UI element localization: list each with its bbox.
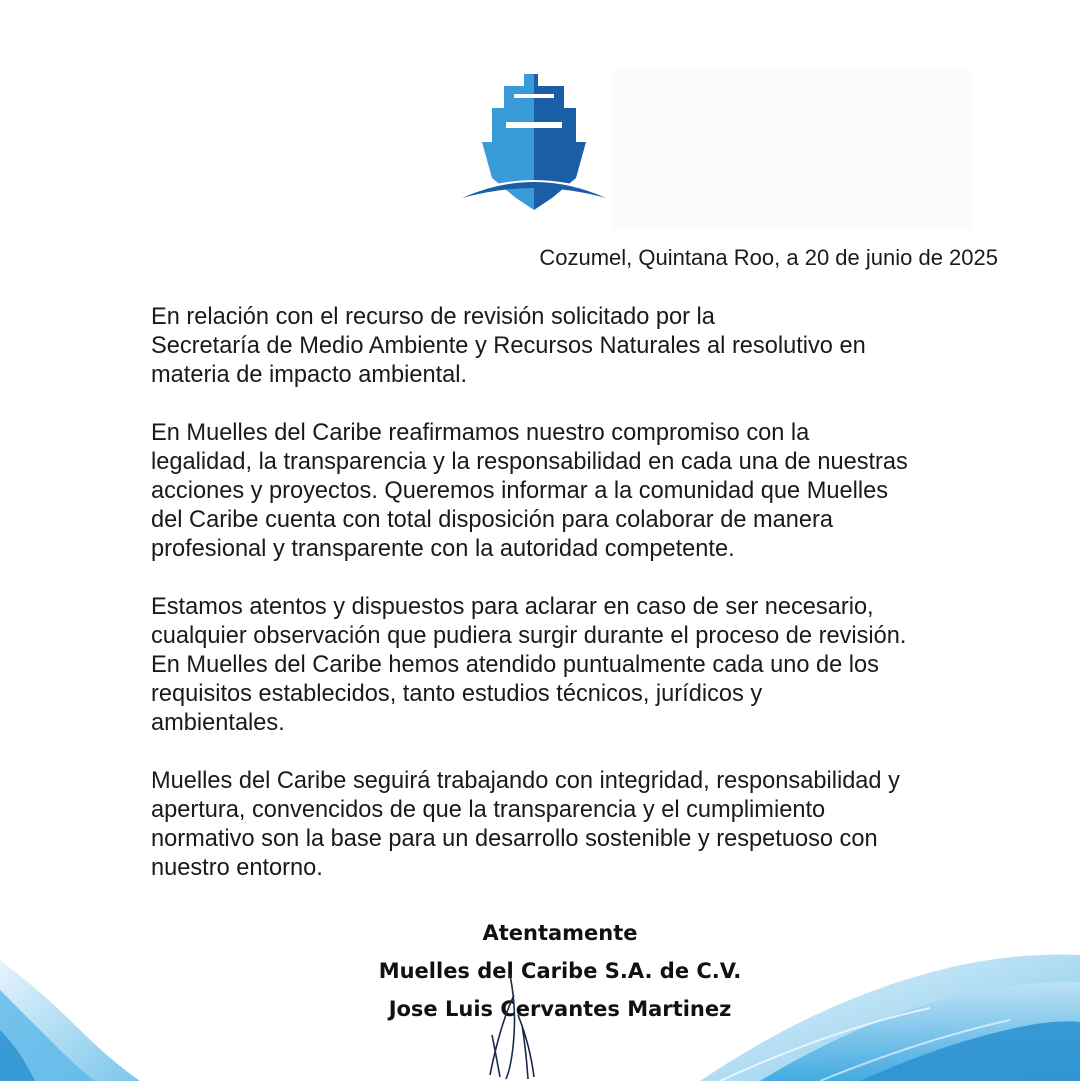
text-line: normativo son la base para un desarrollo sostenible y respetuoso con <box>151 826 878 852</box>
background-panel <box>612 70 972 230</box>
paragraph-1 <box>151 303 1011 390</box>
text-line: ambientales. <box>151 710 285 736</box>
text-line: En relación con el recurso de revisión solicitado por la <box>151 304 715 330</box>
text-line: legalidad, la transparencia y la responsabilidad en cada una de nuestras <box>151 449 908 475</box>
text-line: acciones y proyectos. Queremos informar a la comunidad que Muelles <box>151 478 889 504</box>
paragraph-4 <box>151 767 1011 883</box>
text-line: En Muelles del Caribe hemos atendido puntualmente cada uno de los <box>151 652 879 678</box>
company-name: Muelles del Caribe S.A. de C.V. <box>378 959 742 983</box>
text-line: requisitos establecidos, tanto estudios técnicos, jurídicos y <box>151 681 763 707</box>
text-line: materia de impacto ambiental. <box>151 362 468 388</box>
text-line: cualquier observación que pudiera surgir durante el proceso de revisión. <box>151 623 907 649</box>
text-line: Estamos atentos y dispuestos para aclarar en caso de ser necesario, <box>151 594 874 620</box>
text-line: apertura, convencidos de que la transparencia y el cumplimiento <box>151 797 826 823</box>
paragraph-2 <box>151 419 1011 564</box>
text-line: del Caribe cuenta con total disposición para colaborar de manera <box>151 507 834 533</box>
signer-name: Jose Luis Cervantes Martinez <box>388 997 732 1021</box>
closing-text: Atentamente <box>482 921 638 945</box>
text-line: profesional y transparente con la autoridad competente. <box>151 536 735 562</box>
text-line: Secretaría de Medio Ambiente y Recursos Naturales al resolutivo en <box>151 333 866 359</box>
signature-scribble <box>470 965 550 1081</box>
letter-body <box>151 303 1011 912</box>
text-line: En Muelles del Caribe reafirmamos nuestro compromiso con la <box>151 420 810 446</box>
paragraph-3 <box>151 593 1011 738</box>
ship-icon <box>458 70 610 220</box>
date-line: Cozumel, Quintana Roo, a 20 de junio de 2025 <box>539 245 998 270</box>
text-line: Muelles del Caribe seguirá trabajando con integridad, responsabilidad y <box>151 768 900 794</box>
text-line: nuestro entorno. <box>151 855 323 881</box>
